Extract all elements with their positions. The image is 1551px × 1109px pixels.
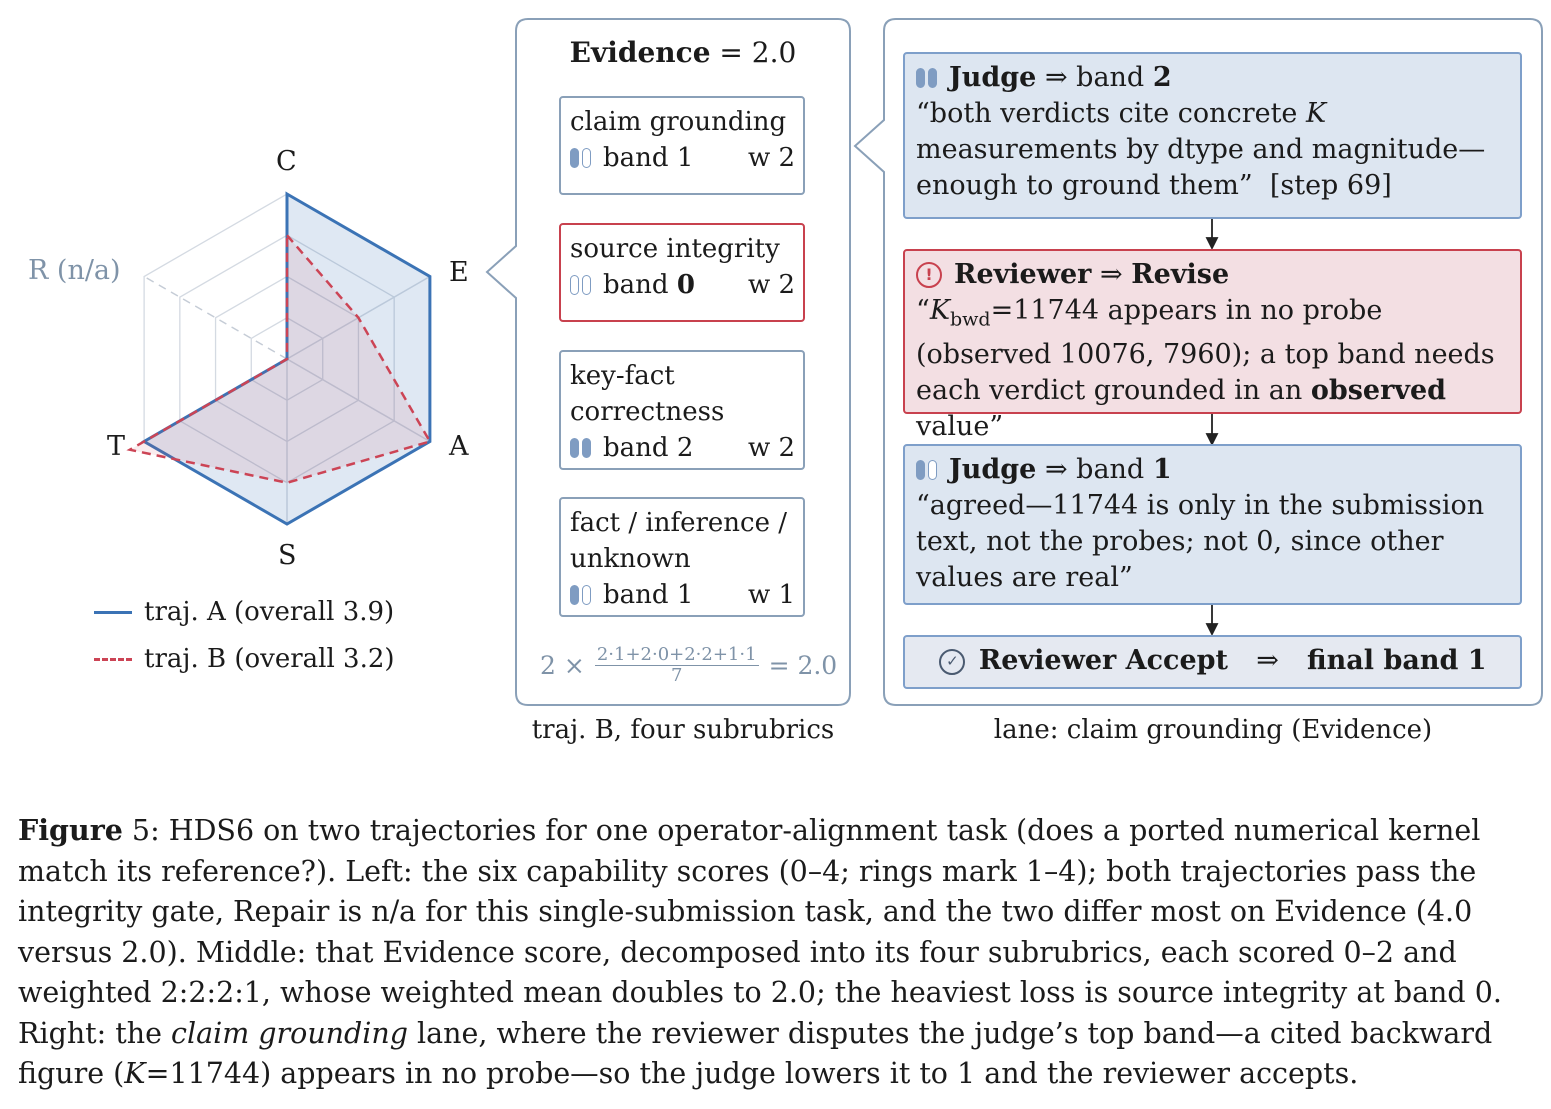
subrubric-key-fact-correctness bbox=[559, 350, 805, 470]
subrubric-claim-grounding bbox=[559, 96, 805, 195]
legend-entry-b bbox=[94, 644, 395, 674]
weight-label: w 2 bbox=[747, 270, 795, 300]
lane-step-judge-1 bbox=[903, 52, 1522, 219]
lane-step-header: Judge ⇒ band 1 bbox=[916, 452, 1510, 488]
subrubric-name: key-fact correctness bbox=[570, 361, 725, 427]
check-circle-icon: ✓ bbox=[939, 649, 965, 675]
right-panel-caption: lane: claim grounding (Evidence) bbox=[993, 715, 1433, 745]
lane-step-reviewer-revise bbox=[903, 249, 1522, 443]
lane-step-header: ! Reviewer ⇒ Revise bbox=[916, 257, 1510, 293]
lane-step-quote: “both verdicts cite concrete K measurements by dtype and magnitude—enough to ground them” [step 69] bbox=[916, 98, 1486, 201]
subrubric-fact-inference-unknown bbox=[559, 497, 805, 617]
band-value: 0 bbox=[676, 270, 695, 300]
subrubric-name: fact / inference / unknown bbox=[570, 508, 788, 574]
band-pill-icon bbox=[570, 148, 592, 168]
axis-label-a: A bbox=[449, 431, 469, 462]
band-value: 2 bbox=[676, 433, 694, 463]
weight-label: w 2 bbox=[747, 433, 795, 463]
band-value: 1 bbox=[676, 580, 694, 610]
subrubric-band-row: band 2 w 2 bbox=[570, 430, 795, 466]
band-value: 1 bbox=[676, 143, 694, 173]
band-pill-icon bbox=[570, 438, 592, 458]
weight-label: w 2 bbox=[747, 143, 795, 173]
subrubric-band-row: band 1 w 2 bbox=[570, 140, 795, 176]
lane-step-quote: “agreed—11744 is only in the submission text, not the probes; not 0, since other values are real” bbox=[916, 490, 1485, 593]
subrubric-source-integrity bbox=[559, 223, 805, 322]
lane-step-quote: “$K_{bwd}=11744$ appears in no probe (observed 10076, 7960); a top band needs each verdict grounded in an observed value” bbox=[916, 295, 1495, 443]
axis-label-s: S bbox=[278, 540, 297, 571]
figure-caption: Figure 5: HDS6 on two trajectories for one operator-alignment task (does a ported numerical kernel match its reference?). Left: the six capability scores (0–4; rings mark 1–4); both trajectories pass the integrity gate, Repair is n/a for this single-submission task, and the two differ most on Evidence (4.0 versus 2.0). Middle: that Evidence score, decomposed into its four subrubrics, each scored 0–2 and weighted 2:2:2:1, whose weighted mean doubles to 2.0; the heaviest loss is source integrity at band 0. Right: the claim grounding lane, where the reviewer disputes the judge’s top band—a cited backward figure (K=11744) appears in no probe—so the judge lowers it to 1 and the reviewer accepts. bbox=[18, 813, 1502, 1090]
band-pill-icon bbox=[570, 275, 592, 295]
legend-swatch-dashed bbox=[94, 658, 132, 661]
subrubric-name: source integrity bbox=[570, 234, 780, 264]
band-pill-icon bbox=[916, 68, 938, 88]
axis-label-t: T bbox=[107, 431, 126, 462]
lane-step-reviewer-accept: ✓ Reviewer Accept ⇒ final band 1 bbox=[903, 635, 1522, 689]
legend-entry-a bbox=[94, 597, 394, 627]
axis-label-c: C bbox=[276, 146, 297, 177]
legend-swatch-solid bbox=[94, 611, 132, 614]
lane-step-judge-2 bbox=[903, 444, 1522, 605]
warning-icon: ! bbox=[916, 262, 942, 288]
weight-label: w 1 bbox=[747, 580, 795, 610]
step-reference: [step 69] bbox=[1269, 170, 1392, 201]
legend-label-b: traj. B (overall 3.2) bbox=[144, 644, 395, 674]
subrubric-band-row: band 0 w 2 bbox=[570, 267, 795, 303]
middle-panel-caption: traj. B, four subrubrics bbox=[531, 715, 835, 745]
weighted-mean-formula: 2 × $\frac{2\cdot 1+2\cdot 0+2\cdot 2+1\cdot 1}{7}$ = 2.0 bbox=[540, 644, 838, 686]
evidence-title: Evidence = 2.0 bbox=[569, 36, 797, 69]
subrubric-band-row: band 1 w 1 bbox=[570, 577, 795, 613]
formula-fraction: $\frac{2\cdot 1+2\cdot 0+2\cdot 2+1\cdot 1}{7}$ bbox=[596, 644, 757, 686]
legend-label-a: traj. A (overall 3.9) bbox=[144, 597, 395, 627]
subrubric-name: claim grounding bbox=[570, 107, 787, 137]
axis-label-e: E bbox=[449, 257, 469, 288]
axis-label-r: R (n/a) bbox=[28, 255, 121, 286]
band-pill-icon bbox=[570, 585, 592, 605]
lane-step-header: Judge ⇒ band 2 bbox=[916, 60, 1510, 96]
band-pill-icon bbox=[916, 460, 938, 480]
